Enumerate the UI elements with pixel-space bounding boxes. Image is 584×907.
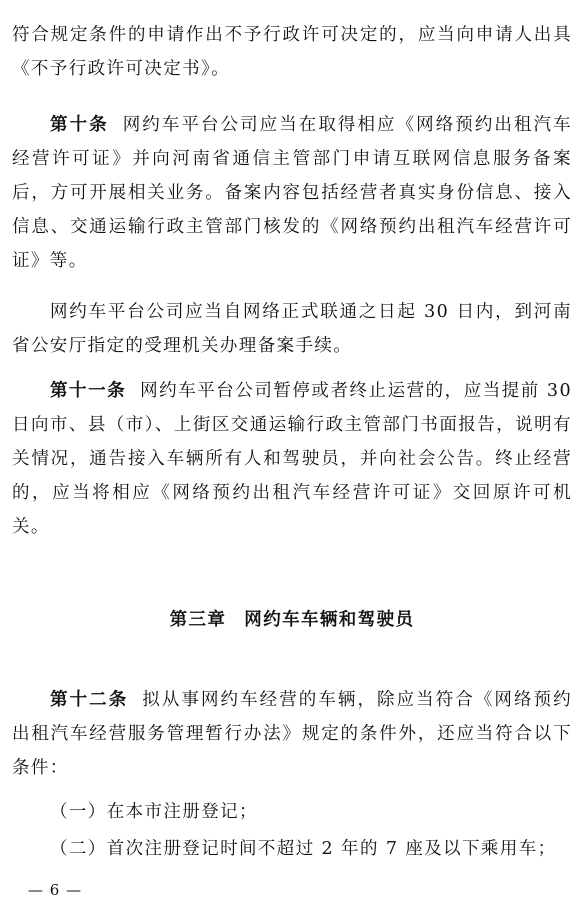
article-text: 网约车平台公司暂停或者终止运营的，应当提前 30 日向市、县（市）、上街区交通运输行政主管部门书面报告，说明有关情况，通告接入车辆所有人和驾驶员，并向社会公告。终止经营的，应当将相应《网络预约出租汽车经营许可证》交回原许可机关。 (12, 381, 572, 537)
article-text: 拟从事网约车经营的车辆，除应当符合《网络预约出租汽车经营服务管理暂行办法》规定的条件外，还应当符合以下条件： (12, 690, 572, 778)
article-12 (12, 683, 572, 785)
article-label: 第十条 (50, 115, 109, 135)
article-10 (12, 108, 572, 278)
paragraph-decision-notice (12, 18, 572, 86)
chapter-number: 第三章 (169, 610, 227, 630)
list-item-text: （二）首次注册登记时间不超过 2 年的 7 座及以下乘用车； (50, 839, 557, 859)
paragraph-text: 网约车平台公司应当自网络正式联通之日起 30 日内，到河南省公安厅指定的受理机关办理备案手续。 (12, 302, 572, 356)
list-item-2 (12, 832, 572, 866)
article-label: 第十一条 (50, 381, 127, 401)
paragraph-registration (12, 295, 572, 363)
chapter-heading (0, 603, 584, 637)
list-item-1 (12, 795, 572, 829)
chapter-title: 网约车车辆和驾驶员 (244, 610, 415, 630)
paragraph-text: 符合规定条件的申请作出不予行政许可决定的，应当向申请人出具《不予行政许可决定书》。 (12, 25, 572, 79)
article-label: 第十二条 (50, 690, 129, 710)
page-number: — 6 — (28, 881, 83, 899)
article-text: 网约车平台公司应当在取得相应《网络预约出租汽车经营许可证》并向河南省通信主管部门申请互联网信息服务备案后，方可开展相关业务。备案内容包括经营者真实身份信息、接入信息、交通运输行政主管部门核发的《网络预约出租汽车经营许可证》等。 (12, 115, 573, 271)
list-item-text: （一）在本市注册登记； (50, 802, 258, 822)
article-11 (12, 374, 572, 544)
